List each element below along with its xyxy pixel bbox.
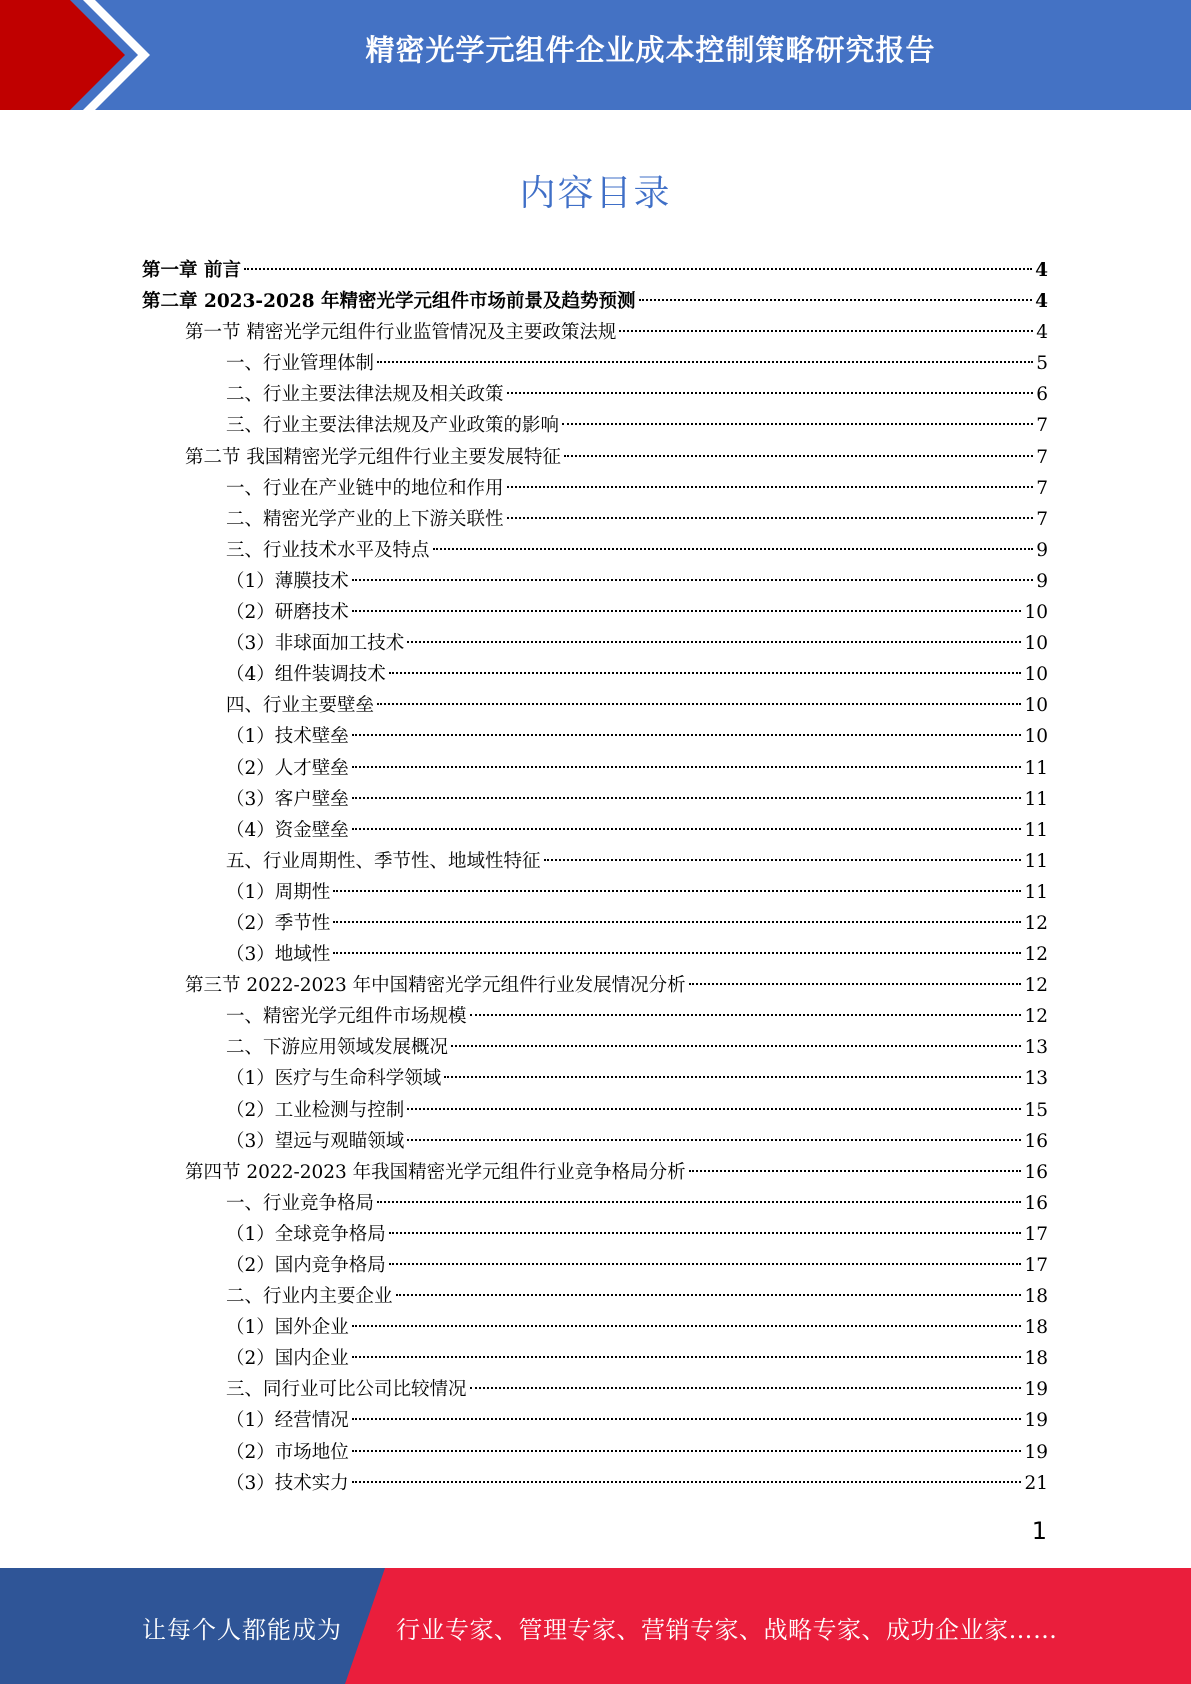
- toc-entry-title: 第一章 前言: [142, 260, 241, 281]
- toc-entry-page: 12: [1024, 944, 1048, 966]
- toc-entry-page: 16: [1024, 1192, 1048, 1214]
- toc-entry-title: 三、行业技术水平及特点: [226, 539, 430, 561]
- toc-entry[interactable]: [142, 939, 1048, 970]
- toc-dot-leader: [470, 1014, 1022, 1016]
- toc-entry-title: （2）研磨技术: [226, 602, 349, 624]
- toc-entry[interactable]: [142, 597, 1048, 628]
- toc-entry-title: 第一节 精密光学元组件行业监管情况及主要政策法规: [185, 322, 617, 344]
- toc-entry[interactable]: [142, 566, 1048, 597]
- toc-entry[interactable]: [142, 1312, 1048, 1343]
- toc-entry[interactable]: [142, 753, 1048, 784]
- toc-entry-page: 11: [1024, 819, 1048, 841]
- toc-entry[interactable]: [142, 442, 1048, 473]
- toc-entry-title: 二、行业内主要企业: [226, 1286, 393, 1308]
- toc-entry-title: （3）望远与观瞄领域: [226, 1130, 405, 1152]
- toc-entry-title: （3）技术实力: [226, 1472, 349, 1494]
- toc-entry[interactable]: [142, 628, 1048, 659]
- toc-entry[interactable]: [142, 255, 1048, 286]
- toc-dot-leader: [507, 486, 1034, 488]
- toc-entry-title: 一、精密光学元组件市场规模: [226, 1006, 467, 1028]
- toc-entry-title: （1）技术壁垒: [226, 726, 349, 748]
- toc-dot-leader: [407, 1108, 1021, 1110]
- toc-entry[interactable]: [142, 659, 1048, 690]
- page-number: 1: [1031, 1517, 1047, 1545]
- toc-entry-title: 第三节 2022-2023 年中国精密光学元组件行业发展情况分析: [185, 975, 686, 997]
- toc-entry-page: 7: [1036, 415, 1048, 437]
- toc-entry-page: 12: [1024, 912, 1048, 934]
- toc-entry[interactable]: [142, 1405, 1048, 1436]
- toc-entry-page: 9: [1036, 539, 1048, 561]
- toc-dot-leader: [377, 1201, 1021, 1203]
- toc-entry[interactable]: [142, 846, 1048, 877]
- toc-entry-page: 11: [1024, 881, 1048, 903]
- toc-dot-leader: [507, 517, 1034, 519]
- toc-entry-page: 11: [1024, 788, 1048, 810]
- toc-entry[interactable]: [142, 970, 1048, 1001]
- toc-entry[interactable]: [142, 877, 1048, 908]
- toc-entry-title: 一、行业在产业链中的地位和作用: [226, 477, 504, 499]
- toc-entry-title: （3）地域性: [226, 944, 331, 966]
- toc-entry-title: （3）客户壁垒: [226, 788, 349, 810]
- toc-entry-title: （2）季节性: [226, 912, 331, 934]
- toc-entry[interactable]: [142, 535, 1048, 566]
- toc-entry-page: 18: [1024, 1348, 1048, 1370]
- toc-entry-page: 4: [1035, 291, 1048, 313]
- toc-dot-leader: [407, 641, 1021, 643]
- toc-entry-title: （4）资金壁垒: [226, 819, 349, 841]
- toc-entry-page: 12: [1024, 1006, 1048, 1028]
- toc-dot-leader: [333, 890, 1021, 892]
- toc-entry[interactable]: [142, 1063, 1048, 1094]
- toc-dot-leader: [352, 734, 1022, 736]
- toc-dot-leader: [352, 1450, 1022, 1452]
- toc-entry-title: 一、行业管理体制: [226, 353, 375, 375]
- toc-entry-page: 19: [1024, 1379, 1048, 1401]
- toc-entry-title: （3）非球面加工技术: [226, 633, 405, 655]
- toc-dot-leader: [352, 828, 1022, 830]
- toc-entry[interactable]: [142, 1001, 1048, 1032]
- toc-entry[interactable]: [142, 1374, 1048, 1405]
- toc-entry-title: 三、同行业可比公司比较情况: [226, 1379, 467, 1401]
- toc-entry[interactable]: [142, 1188, 1048, 1219]
- toc-entry-page: 13: [1024, 1037, 1048, 1059]
- toc-dot-leader: [451, 1045, 1021, 1047]
- toc-entry[interactable]: [142, 504, 1048, 535]
- table-of-contents: [142, 255, 1048, 1499]
- toc-entry-page: 10: [1024, 695, 1048, 717]
- toc-entry-page: 18: [1024, 1286, 1048, 1308]
- toc-heading: 内容目录: [519, 173, 672, 214]
- toc-entry-title: （2）人才壁垒: [226, 757, 349, 779]
- toc-entry[interactable]: [142, 1281, 1048, 1312]
- toc-dot-leader: [352, 797, 1022, 799]
- toc-entry-title: 第四节 2022-2023 年我国精密光学元组件行业竞争格局分析: [185, 1161, 686, 1183]
- toc-entry-title: （2）工业检测与控制: [226, 1099, 405, 1121]
- toc-entry-page: 15: [1024, 1099, 1048, 1121]
- toc-entry[interactable]: [142, 1343, 1048, 1374]
- toc-entry-title: （1）医疗与生命科学领域: [226, 1068, 442, 1090]
- toc-dot-leader: [244, 268, 1032, 270]
- toc-entry-title: 三、行业主要法律法规及产业政策的影响: [226, 415, 560, 437]
- toc-entry-title: 第二章 2023-2028 年精密光学元组件市场前景及趋势预测: [142, 291, 636, 313]
- footer-slogan-left: 让每个人都能成为: [142, 1616, 342, 1644]
- toc-dot-leader: [352, 579, 1033, 581]
- toc-dot-leader: [377, 361, 1033, 363]
- toc-entry-page: 12: [1024, 975, 1048, 997]
- toc-dot-leader: [389, 672, 1022, 674]
- toc-entry-title: 二、行业主要法律法规及相关政策: [226, 384, 504, 406]
- toc-entry[interactable]: [142, 1468, 1048, 1499]
- toc-dot-leader: [562, 423, 1033, 425]
- toc-entry[interactable]: [142, 348, 1048, 379]
- toc-entry[interactable]: [142, 815, 1048, 846]
- footer-band: [0, 1568, 1191, 1684]
- toc-dot-leader: [433, 548, 1034, 550]
- toc-entry[interactable]: [142, 1157, 1048, 1188]
- toc-entry[interactable]: [142, 379, 1048, 410]
- toc-entry-title: （1）经营情况: [226, 1410, 349, 1432]
- toc-entry[interactable]: [142, 784, 1048, 815]
- toc-entry-page: 5: [1036, 353, 1048, 375]
- toc-entry-title: （4）组件装调技术: [226, 664, 386, 686]
- toc-entry-page: 10: [1024, 664, 1048, 686]
- toc-entry[interactable]: [142, 908, 1048, 939]
- toc-entry-page: 7: [1036, 446, 1048, 468]
- toc-entry-page: 6: [1036, 384, 1048, 406]
- toc-entry-title: 二、精密光学产业的上下游关联性: [226, 508, 504, 530]
- toc-dot-leader: [352, 1325, 1022, 1327]
- toc-entry-page: 4: [1035, 260, 1048, 281]
- toc-dot-leader: [352, 766, 1022, 768]
- toc-entry[interactable]: [142, 410, 1048, 441]
- toc-entry[interactable]: [142, 286, 1048, 317]
- toc-entry-page: 10: [1024, 726, 1048, 748]
- toc-dot-leader: [619, 330, 1033, 332]
- toc-entry[interactable]: [142, 317, 1048, 348]
- toc-dot-leader: [407, 1139, 1021, 1141]
- toc-dot-leader: [544, 859, 1022, 861]
- toc-dot-leader: [396, 1294, 1022, 1296]
- toc-entry[interactable]: [142, 1095, 1048, 1126]
- toc-entry-title: 第二节 我国精密光学元组件行业主要发展特征: [185, 446, 561, 468]
- toc-entry[interactable]: [142, 1437, 1048, 1468]
- toc-entry-title: 四、行业主要壁垒: [226, 695, 375, 717]
- toc-dot-leader: [333, 952, 1021, 954]
- toc-dot-leader: [352, 1481, 1022, 1483]
- toc-entry-page: 17: [1024, 1223, 1048, 1245]
- toc-entry-title: （1）国外企业: [226, 1317, 349, 1339]
- toc-entry[interactable]: [142, 473, 1048, 504]
- toc-entry-page: 19: [1024, 1410, 1048, 1432]
- toc-entry-title: 二、下游应用领域发展概况: [226, 1037, 449, 1059]
- toc-entry[interactable]: [142, 690, 1048, 721]
- toc-entry-page: 11: [1024, 850, 1048, 872]
- toc-dot-leader: [507, 392, 1034, 394]
- toc-entry-page: 13: [1024, 1068, 1048, 1090]
- header-band: [0, 0, 1191, 110]
- toc-entry[interactable]: [142, 1250, 1048, 1281]
- toc-dot-leader: [470, 1387, 1022, 1389]
- toc-entry-title: （1）全球竞争格局: [226, 1223, 386, 1245]
- toc-entry-page: 18: [1024, 1317, 1048, 1339]
- toc-dot-leader: [389, 1263, 1022, 1265]
- toc-dot-leader: [352, 1356, 1022, 1358]
- toc-entry-page: 19: [1024, 1441, 1048, 1463]
- toc-entry-page: 4: [1036, 322, 1048, 344]
- toc-entry-page: 10: [1024, 602, 1048, 624]
- toc-dot-leader: [564, 455, 1033, 457]
- toc-entry[interactable]: [142, 1219, 1048, 1250]
- toc-dot-leader: [689, 983, 1022, 985]
- toc-dot-leader: [689, 1170, 1022, 1172]
- toc-entry-page: 7: [1036, 477, 1048, 499]
- toc-entry-page: 10: [1024, 633, 1048, 655]
- toc-entry-title: （1）周期性: [226, 881, 331, 903]
- report-title: 精密光学元组件企业成本控制策略研究报告: [365, 33, 936, 67]
- toc-entry-page: 21: [1024, 1472, 1048, 1494]
- toc-dot-leader: [377, 703, 1021, 705]
- toc-entry-page: 9: [1036, 570, 1048, 592]
- toc-dot-leader: [389, 1232, 1022, 1234]
- footer-slogan-right: 行业专家、管理专家、营销专家、战略专家、成功企业家……: [396, 1616, 1058, 1644]
- toc-entry-page: 7: [1036, 508, 1048, 530]
- toc-entry[interactable]: [142, 1032, 1048, 1063]
- toc-entry-title: （2）国内竞争格局: [226, 1255, 386, 1276]
- toc-dot-leader: [639, 299, 1033, 301]
- toc-entry-page: 16: [1024, 1130, 1048, 1152]
- toc-dot-leader: [352, 610, 1022, 612]
- toc-dot-leader: [352, 1418, 1022, 1420]
- toc-entry-title: （2）国内企业: [226, 1348, 349, 1370]
- toc-entry-page: 11: [1024, 757, 1048, 779]
- toc-dot-leader: [333, 921, 1021, 923]
- toc-entry-title: （2）市场地位: [226, 1441, 349, 1463]
- toc-entry-title: 一、行业竞争格局: [226, 1192, 375, 1214]
- toc-entry-title: 五、行业周期性、季节性、地域性特征: [226, 850, 541, 872]
- toc-entry-page: 17: [1024, 1255, 1048, 1276]
- toc-entry-page: 16: [1024, 1161, 1048, 1183]
- toc-dot-leader: [444, 1076, 1021, 1078]
- toc-entry[interactable]: [142, 1126, 1048, 1157]
- toc-entry-title: （1）薄膜技术: [226, 570, 349, 592]
- toc-entry[interactable]: [142, 721, 1048, 752]
